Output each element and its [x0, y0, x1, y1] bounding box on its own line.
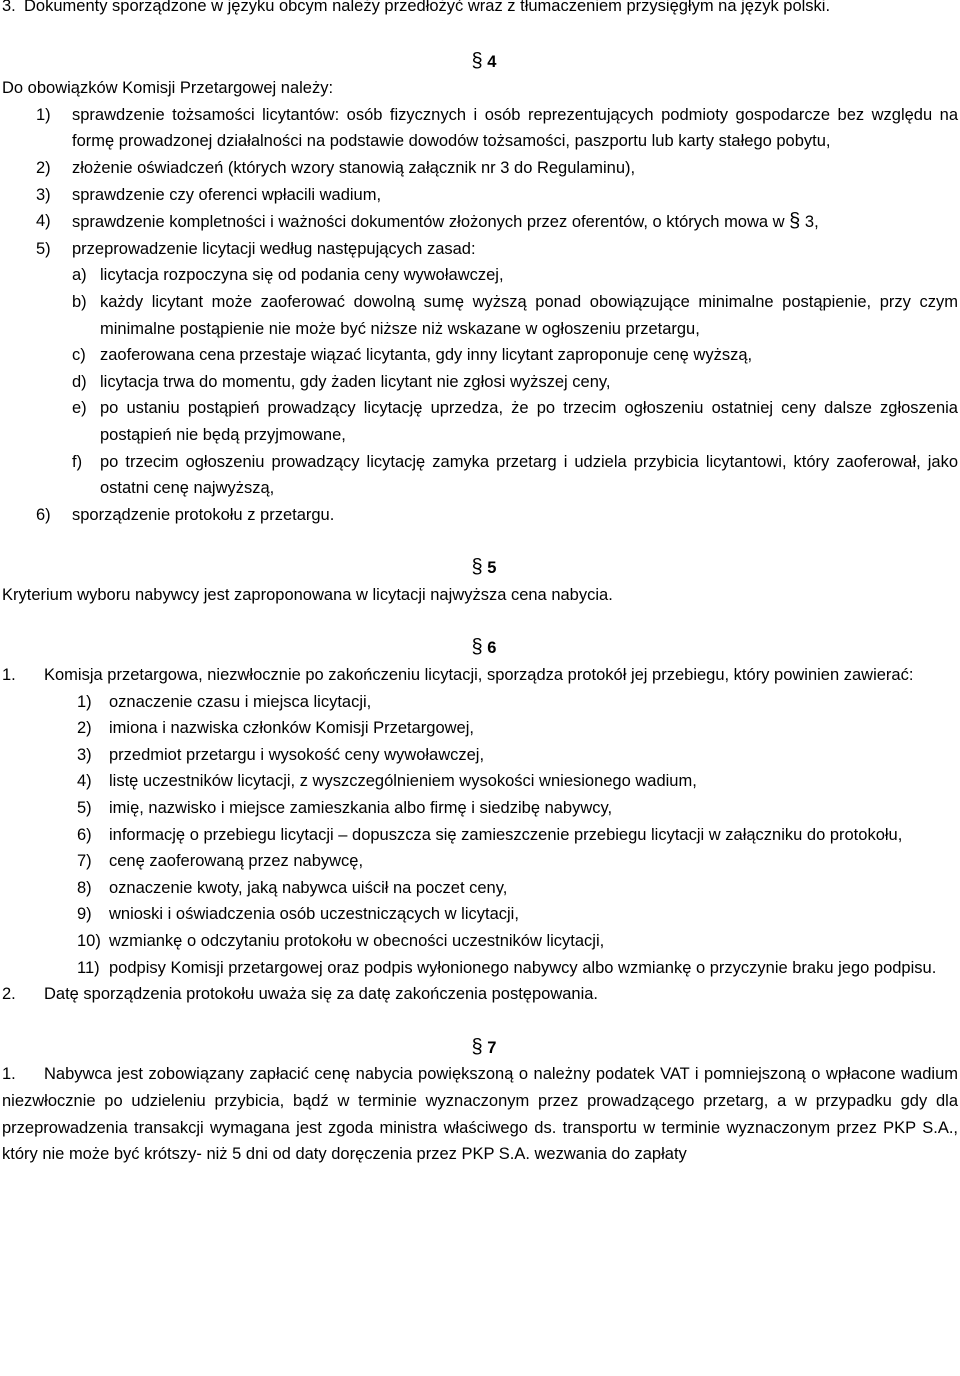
- section-4-item-5: [0, 236, 960, 263]
- item-text: listę uczestników licytacji, z wyszczególnieniem wysokości wniesionego wadium,: [109, 772, 697, 791]
- protocol-item-11: [0, 955, 960, 982]
- section-number: 6: [487, 639, 497, 658]
- item-text: przeprowadzenie licytacji według następujących zasad:: [72, 239, 476, 258]
- protocol-item-10: [0, 928, 960, 955]
- protocol-item-1: [0, 689, 960, 716]
- subitem-letter: f): [72, 452, 83, 471]
- section-number: 4: [487, 52, 497, 71]
- protocol-item-9: [0, 901, 960, 928]
- item-number: 3): [36, 185, 51, 204]
- subitem-f: [0, 449, 960, 502]
- item-text: informację o przebiegu licytacji – dopuszcza się zamieszczenie przebiegu licytacji w załączniku do protokołu,: [109, 825, 903, 844]
- section-7-heading: [8, 1034, 960, 1062]
- item-number: 10): [77, 932, 101, 950]
- subitem-text: po trzecim ogłoszeniu prowadzący licytację zamyka przetarg i udziela przybicia licytantowi, który zaoferował, jako ostatni cenę najwyższą,: [100, 452, 958, 498]
- paragraph-text: Komisja przetargowa, niezwłocznie po zakończeniu licytacji, sporządza protokół jej przebiegu, który powinien zawierać:: [44, 666, 914, 685]
- protocol-item-7: [0, 848, 960, 875]
- item-number: 7): [77, 852, 92, 871]
- item-number: 3): [77, 745, 92, 764]
- item-number: 9): [77, 905, 92, 924]
- item-text: podpisy Komisji przetargowej oraz podpis wyłonionego nabywcy albo wzmiankę o przyczynie braku jego podpisu.: [109, 958, 937, 977]
- subitem-text: licytacja rozpoczyna się od podania ceny wywoławczej,: [100, 266, 504, 285]
- section-sign: §: [789, 210, 801, 233]
- section-5-text: Kryterium wyboru nabywcy jest zaproponowana w licytacji najwyższa cena nabycia.: [2, 585, 613, 604]
- item-text-main: sprawdzenie kompletności i ważności dokumentów złożonych przez oferentów, o których mowa w: [72, 213, 785, 232]
- section-4-item-2: [0, 155, 960, 182]
- item-number: 5): [77, 799, 92, 818]
- section-4-heading: [8, 48, 960, 76]
- section-6-paragraph-1: [0, 662, 960, 689]
- protocol-item-8: [0, 875, 960, 902]
- item-text: cenę zaoferowaną przez nabywcę,: [109, 852, 364, 871]
- section-7-paragraph-1: [0, 1061, 960, 1167]
- section-4-item-3: [0, 182, 960, 209]
- item-text: złożenie oświadczeń (których wzory stanowią załącznik nr 3 do Regulaminu),: [72, 158, 636, 177]
- section-4-intro: Do obowiązków Komisji Przetargowej należy:: [2, 79, 334, 98]
- subitem-d: [0, 369, 960, 396]
- subitem-a: [0, 262, 960, 289]
- paragraph-text: Nabywca jest zobowiązany zapłacić cenę nabycia powiększoną o należny podatek VAT i pomniejszoną o wpłacone wadium niezwłocznie po udzieleniu przybicia, bądź w terminie wyznaczonym przez prowadzącego przetarg, a w przypadku gdy dla przeprowadzenia transakcji wymagana jest zgoda ministra właściwego ds. transportu w terminie wyznaczonym przez PKP S.A., który nie może być krótszy- niż 5 dni od daty doręczenia przez PKP S.A. wezwania do zapłaty: [2, 1065, 958, 1164]
- item-text: sprawdzenie tożsamości licytantów: osób fizycznych i osób reprezentujących podmioty gospodarcze bez względu na formę prowadzonej działalności na podstawie dowodów tożsamości, paszportu lub karty stałego pobytu,: [72, 105, 958, 151]
- item-number: 6): [77, 825, 92, 844]
- subitem-letter: c): [72, 346, 86, 365]
- item-number: 2): [77, 719, 92, 738]
- subitem-text: zaoferowana cena przestaje wiązać licytanta, gdy inny licytant zaproponuje cenę wyższą,: [100, 346, 753, 365]
- protocol-item-4: [0, 768, 960, 795]
- paragraph-number: 2.: [2, 985, 16, 1004]
- item-text: oznaczenie czasu i miejsca licytacji,: [109, 692, 372, 711]
- item-number: 2): [36, 158, 51, 177]
- section-sign: §: [471, 556, 483, 579]
- section-sign: §: [471, 49, 483, 72]
- paragraph-number: 1.: [2, 666, 16, 685]
- item-number: 1): [36, 105, 51, 124]
- subitem-e: [0, 395, 960, 448]
- item-number: 8): [77, 878, 92, 897]
- item-number: 5): [36, 239, 51, 258]
- subitem-letter: d): [72, 372, 87, 391]
- item-number: 6): [36, 505, 51, 524]
- item-number: 4): [36, 212, 51, 231]
- item-text: imiona i nazwiska członków Komisji Przetargowej,: [109, 719, 474, 738]
- item-text: sprawdzenie czy oferenci wpłacili wadium,: [72, 185, 382, 204]
- paragraph-number: 1.: [2, 1065, 16, 1084]
- paragraph-text: Dokumenty sporządzone w języku obcym należy przedłożyć wraz z tłumaczeniem przysięgłym na język polski.: [24, 0, 831, 15]
- section-4-item-6: [0, 502, 960, 529]
- paragraph-3: [0, 0, 960, 20]
- subitem-letter: a): [72, 266, 87, 285]
- item-text: imię, nazwisko i miejsce zamieszkania albo firmę i siedzibę nabywcy,: [109, 799, 613, 818]
- section-5-heading: [8, 554, 960, 582]
- section-4-item-1: [0, 102, 960, 155]
- subitem-letter: e): [72, 399, 87, 418]
- subitem-text: po ustaniu postąpień prowadzący licytację uprzedza, że po trzecim ogłoszeniu ostatniej ceny dalsze zgłoszenia postąpień nie będą przyjmowane,: [100, 399, 958, 444]
- subitem-text: licytacja trwa do momentu, gdy żaden licytant nie zgłosi wyższej ceny,: [100, 372, 611, 391]
- paragraph-number: 3.: [2, 0, 16, 15]
- section-sign: §: [471, 636, 483, 659]
- protocol-item-6: [0, 822, 960, 849]
- item-text: wnioski i oświadczenia osób uczestniczących w licytacji,: [109, 905, 519, 924]
- subitem-text: każdy licytant może zaoferować dowolną sumę wyższą ponad obowiązujące minimalne postąpienie, przy czym minimalne postąpienie nie może być niższe niż wskazane w ogłoszeniu przetargu,: [100, 292, 958, 338]
- item-text: przedmiot przetargu i wysokość ceny wywoławczej,: [109, 745, 485, 764]
- section-6-heading: [8, 634, 960, 662]
- item-text-tail: 3,: [804, 213, 819, 232]
- section-number: 7: [487, 1038, 497, 1057]
- item-number: 1): [77, 692, 92, 711]
- subitem-c: [0, 342, 960, 369]
- item-number: 11): [77, 958, 100, 977]
- item-number: 4): [77, 772, 92, 791]
- paragraph-text: Datę sporządzenia protokołu uważa się za datę zakończenia postępowania.: [44, 985, 599, 1004]
- protocol-item-5: [0, 795, 960, 822]
- subitem-b: [0, 289, 960, 342]
- item-text: sporządzenie protokołu z przetargu.: [72, 505, 335, 524]
- section-4-item-4: [0, 208, 960, 236]
- protocol-item-2: [0, 715, 960, 742]
- item-text: oznaczenie kwoty, jaką nabywca uiścił na poczet ceny,: [109, 878, 508, 897]
- item-text: [72, 208, 958, 236]
- subitem-letter: b): [72, 292, 87, 311]
- section-sign: §: [471, 1035, 483, 1058]
- protocol-item-3: [0, 742, 960, 769]
- item-text: wzmiankę o odczytaniu protokołu w obecności uczestników licytacji,: [109, 932, 605, 950]
- section-6-paragraph-2: [0, 981, 960, 1008]
- section-number: 5: [487, 559, 497, 578]
